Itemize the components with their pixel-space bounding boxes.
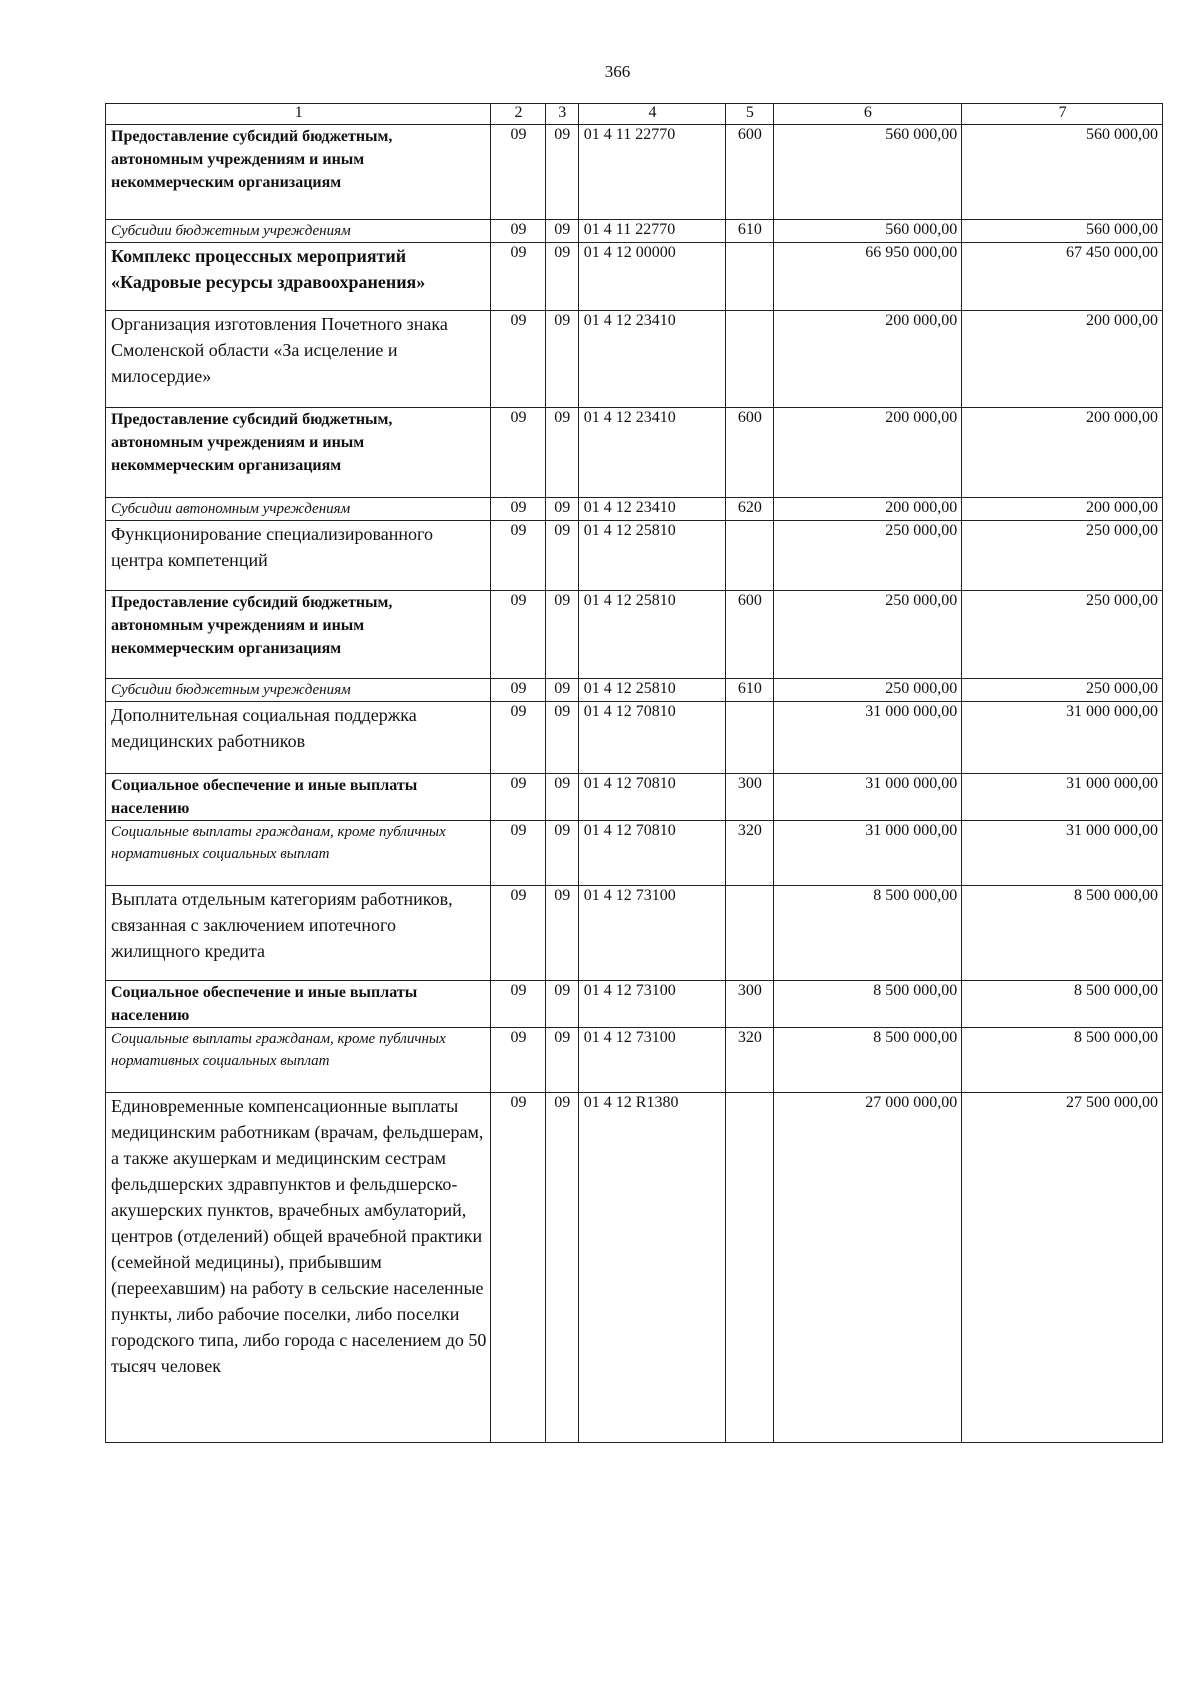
amount-year2-cell: 31 000 000,00 xyxy=(962,774,1163,821)
amount-year1-cell: 250 000,00 xyxy=(773,679,962,702)
amount-year1-cell: 31 000 000,00 xyxy=(773,774,962,821)
subsection-cell: 09 xyxy=(545,679,578,702)
description-cell: Субсидии бюджетным учреждениям xyxy=(106,679,491,702)
table-row xyxy=(106,311,1163,408)
section-cell: 09 xyxy=(491,774,545,821)
table-header xyxy=(106,104,1163,125)
description-cell: Организация изготовления Почетного знака Смоленской области «За исцеление и милосердие» xyxy=(106,311,491,408)
target-article-cell: 01 4 12 73100 xyxy=(578,886,726,981)
target-article-cell: 01 4 12 70810 xyxy=(578,774,726,821)
table-row xyxy=(106,220,1163,243)
description-cell: Социальное обеспечение и иные выплаты населению xyxy=(106,774,491,821)
table-row xyxy=(106,243,1163,311)
amount-year2-cell: 27 500 000,00 xyxy=(962,1093,1163,1443)
table-row xyxy=(106,981,1163,1028)
table-row xyxy=(106,821,1163,886)
table-row xyxy=(106,702,1163,774)
table-row xyxy=(106,408,1163,498)
subsection-cell: 09 xyxy=(545,1093,578,1443)
table-row xyxy=(106,125,1163,220)
subsection-cell: 09 xyxy=(545,408,578,498)
target-article-cell: 01 4 12 70810 xyxy=(578,821,726,886)
subsection-cell: 09 xyxy=(545,220,578,243)
amount-year2-cell: 200 000,00 xyxy=(962,311,1163,408)
subsection-cell: 09 xyxy=(545,243,578,311)
expense-type-cell: 300 xyxy=(726,981,773,1028)
expense-type-cell xyxy=(726,243,773,311)
target-article-cell: 01 4 12 25810 xyxy=(578,521,726,591)
section-cell: 09 xyxy=(491,311,545,408)
description-cell: Предоставление субсидий бюджетным, автономным учреждениям и иным некоммерческим организациям xyxy=(106,408,491,498)
section-cell: 09 xyxy=(491,1028,545,1093)
header-cell-3: 3 xyxy=(545,104,578,125)
section-cell: 09 xyxy=(491,408,545,498)
section-cell: 09 xyxy=(491,591,545,679)
section-cell: 09 xyxy=(491,1093,545,1443)
amount-year2-cell: 31 000 000,00 xyxy=(962,821,1163,886)
amount-year2-cell: 8 500 000,00 xyxy=(962,981,1163,1028)
subsection-cell: 09 xyxy=(545,774,578,821)
page-number: 366 xyxy=(604,62,631,81)
section-cell: 09 xyxy=(491,886,545,981)
expense-type-cell: 600 xyxy=(726,408,773,498)
amount-year2-cell: 250 000,00 xyxy=(962,679,1163,702)
subsection-cell: 09 xyxy=(545,311,578,408)
description-cell: Социальные выплаты гражданам, кроме публичных нормативных социальных выплат xyxy=(106,1028,491,1093)
amount-year2-cell: 67 450 000,00 xyxy=(962,243,1163,311)
header-cell-2: 2 xyxy=(491,104,545,125)
amount-year2-cell: 560 000,00 xyxy=(962,220,1163,243)
description-cell: Субсидии автономным учреждениям xyxy=(106,498,491,521)
amount-year1-cell: 8 500 000,00 xyxy=(773,1028,962,1093)
amount-year1-cell: 200 000,00 xyxy=(773,311,962,408)
description-cell: Единовременные компенсационные выплаты медицинским работникам (врачам, фельдшерам, а также акушеркам и медицинским сестрам фельдшерских здравпунктов и фельдшерско-акушерских пунктов, врачебных амбулаторий, центров (отделений) общей врачебной практики (семейной медицины), прибывшим (переехавшим) на работу в сельские населенные пункты, либо рабочие поселки, либо поселки городского типа, либо города с населением до 50 тысяч человек xyxy=(106,1093,491,1443)
description-cell: Функционирование специализированного центра компетенций xyxy=(106,521,491,591)
subsection-cell: 09 xyxy=(545,1028,578,1093)
target-article-cell: 01 4 12 23410 xyxy=(578,311,726,408)
table-row xyxy=(106,591,1163,679)
description-cell: Предоставление субсидий бюджетным, автономным учреждениям и иным некоммерческим организациям xyxy=(106,125,491,220)
header-row xyxy=(106,104,1163,125)
description-cell: Дополнительная социальная поддержка медицинских работников xyxy=(106,702,491,774)
expense-type-cell xyxy=(726,886,773,981)
amount-year1-cell: 250 000,00 xyxy=(773,591,962,679)
amount-year2-cell: 8 500 000,00 xyxy=(962,1028,1163,1093)
amount-year2-cell: 31 000 000,00 xyxy=(962,702,1163,774)
subsection-cell: 09 xyxy=(545,521,578,591)
expense-type-cell: 320 xyxy=(726,1028,773,1093)
section-cell: 09 xyxy=(491,521,545,591)
subsection-cell: 09 xyxy=(545,125,578,220)
subsection-cell: 09 xyxy=(545,821,578,886)
target-article-cell: 01 4 12 23410 xyxy=(578,498,726,521)
expense-type-cell: 320 xyxy=(726,821,773,886)
amount-year1-cell: 8 500 000,00 xyxy=(773,886,962,981)
table-row xyxy=(106,498,1163,521)
amount-year1-cell: 200 000,00 xyxy=(773,498,962,521)
target-article-cell: 01 4 12 25810 xyxy=(578,591,726,679)
target-article-cell: 01 4 12 25810 xyxy=(578,679,726,702)
description-cell: Комплекс процессных мероприятий «Кадровые ресурсы здравоохранения» xyxy=(106,243,491,311)
amount-year2-cell: 250 000,00 xyxy=(962,591,1163,679)
target-article-cell: 01 4 12 23410 xyxy=(578,408,726,498)
amount-year1-cell: 560 000,00 xyxy=(773,220,962,243)
amount-year1-cell: 8 500 000,00 xyxy=(773,981,962,1028)
section-cell: 09 xyxy=(491,125,545,220)
amount-year2-cell: 8 500 000,00 xyxy=(962,886,1163,981)
amount-year1-cell: 560 000,00 xyxy=(773,125,962,220)
section-cell: 09 xyxy=(491,981,545,1028)
amount-year2-cell: 200 000,00 xyxy=(962,498,1163,521)
expense-type-cell xyxy=(726,311,773,408)
amount-year2-cell: 250 000,00 xyxy=(962,521,1163,591)
section-cell: 09 xyxy=(491,702,545,774)
expense-type-cell: 600 xyxy=(726,125,773,220)
subsection-cell: 09 xyxy=(545,981,578,1028)
target-article-cell: 01 4 12 R1380 xyxy=(578,1093,726,1443)
description-cell: Предоставление субсидий бюджетным, автономным учреждениям и иным некоммерческим организациям xyxy=(106,591,491,679)
expense-type-cell xyxy=(726,702,773,774)
table-body xyxy=(106,125,1163,1443)
description-cell: Социальное обеспечение и иные выплаты населению xyxy=(106,981,491,1028)
section-cell: 09 xyxy=(491,220,545,243)
table-row xyxy=(106,679,1163,702)
expense-type-cell xyxy=(726,521,773,591)
amount-year2-cell: 560 000,00 xyxy=(962,125,1163,220)
header-cell-7: 7 xyxy=(962,104,1163,125)
table-row xyxy=(106,521,1163,591)
subsection-cell: 09 xyxy=(545,498,578,521)
header-cell-6: 6 xyxy=(773,104,962,125)
header-cell-1: 1 xyxy=(106,104,491,125)
target-article-cell: 01 4 12 73100 xyxy=(578,981,726,1028)
budget-table xyxy=(105,103,1163,1443)
table-row xyxy=(106,774,1163,821)
amount-year1-cell: 27 000 000,00 xyxy=(773,1093,962,1443)
table-row xyxy=(106,886,1163,981)
description-cell: Субсидии бюджетным учреждениям xyxy=(106,220,491,243)
section-cell: 09 xyxy=(491,821,545,886)
expense-type-cell: 610 xyxy=(726,679,773,702)
subsection-cell: 09 xyxy=(545,702,578,774)
description-cell: Социальные выплаты гражданам, кроме публичных нормативных социальных выплат xyxy=(106,821,491,886)
expense-type-cell: 300 xyxy=(726,774,773,821)
header-cell-4: 4 xyxy=(578,104,726,125)
amount-year2-cell: 200 000,00 xyxy=(962,408,1163,498)
amount-year1-cell: 31 000 000,00 xyxy=(773,821,962,886)
section-cell: 09 xyxy=(491,679,545,702)
expense-type-cell xyxy=(726,1093,773,1443)
expense-type-cell: 620 xyxy=(726,498,773,521)
header-cell-5: 5 xyxy=(726,104,773,125)
amount-year1-cell: 200 000,00 xyxy=(773,408,962,498)
target-article-cell: 01 4 12 70810 xyxy=(578,702,726,774)
target-article-cell: 01 4 12 73100 xyxy=(578,1028,726,1093)
table-row xyxy=(106,1093,1163,1443)
section-cell: 09 xyxy=(491,243,545,311)
expense-type-cell: 610 xyxy=(726,220,773,243)
amount-year1-cell: 31 000 000,00 xyxy=(773,702,962,774)
description-cell: Выплата отдельным категориям работников, связанная с заключением ипотечного жилищного кредита xyxy=(106,886,491,981)
amount-year1-cell: 66 950 000,00 xyxy=(773,243,962,311)
table-row xyxy=(106,1028,1163,1093)
target-article-cell: 01 4 11 22770 xyxy=(578,125,726,220)
subsection-cell: 09 xyxy=(545,591,578,679)
target-article-cell: 01 4 11 22770 xyxy=(578,220,726,243)
target-article-cell: 01 4 12 00000 xyxy=(578,243,726,311)
amount-year1-cell: 250 000,00 xyxy=(773,521,962,591)
subsection-cell: 09 xyxy=(545,886,578,981)
expense-type-cell: 600 xyxy=(726,591,773,679)
section-cell: 09 xyxy=(491,498,545,521)
